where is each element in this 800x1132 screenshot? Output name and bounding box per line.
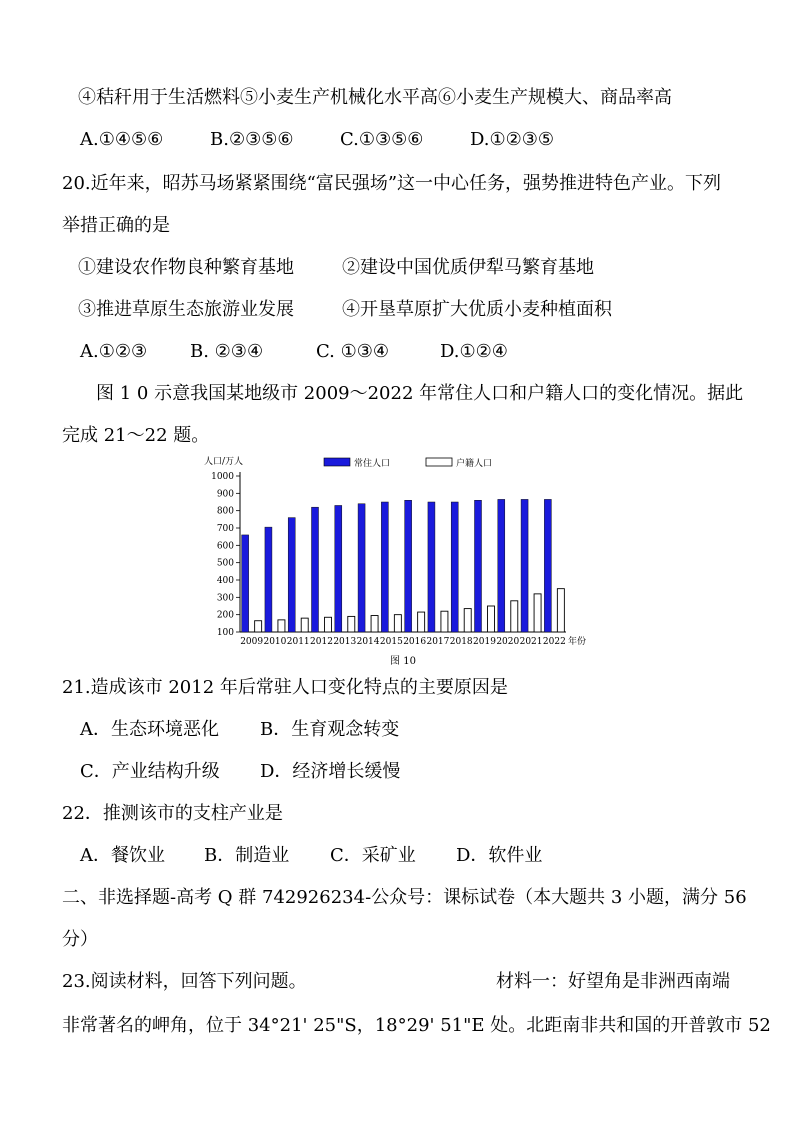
bar-registered-2019 [488, 606, 495, 632]
y-tick-label: 900 [216, 489, 234, 500]
q19-option-b[interactable]: B.②③⑤⑥ [210, 129, 294, 150]
bar-registered-2018 [464, 609, 471, 632]
bar-registered-2015 [394, 615, 401, 632]
q20-option-c[interactable]: C. ①③④ [316, 341, 389, 362]
y-tick-label: 200 [216, 610, 234, 621]
bar-resident-2021 [521, 499, 528, 632]
x-tick-label-2010: 2010 [263, 637, 287, 647]
legend-label-resident: 常住人口 [354, 459, 391, 469]
x-tick-label-2012: 2012 [310, 637, 333, 647]
bar-registered-2010 [278, 620, 285, 632]
q20-option-d[interactable]: D.①②④ [440, 341, 508, 362]
q20-option-a[interactable]: A.①②③ [80, 341, 148, 362]
x-tick-label-2016: 2016 [403, 637, 427, 647]
bar-resident-2015 [381, 502, 388, 632]
x-tick-label-2015: 2015 [379, 637, 403, 647]
bar-registered-2009 [255, 621, 262, 632]
bar-resident-2011 [288, 518, 295, 632]
q19-statements: ④秸秆用于生活燃料⑤小麦生产机械化水平高⑥小麦生产规模大、商品率高 [78, 87, 672, 108]
bar-registered-2016 [418, 612, 425, 632]
bar-registered-2013 [348, 616, 355, 632]
bar-registered-2020 [511, 601, 518, 632]
q19-option-a[interactable]: A.①④⑤⑥ [80, 129, 164, 150]
q20-statement-3: ③推进草原生态旅游业发展 [78, 299, 294, 320]
bar-resident-2017 [428, 502, 435, 632]
q22-stem: 22．推测该市的支柱产业是 [62, 803, 283, 824]
q21-option-a[interactable]: A．生态环境恶化 [80, 719, 219, 740]
q23-material-start: 材料一：好望角是非洲西南端 [496, 971, 730, 992]
y-tick-label: 1000 [211, 472, 234, 482]
x-tick-label-2009: 2009 [240, 637, 264, 647]
q19-option-d[interactable]: D.①②③⑤ [470, 129, 555, 150]
legend-swatch-registered [426, 458, 452, 466]
legend-label-registered: 户籍人口 [456, 459, 493, 469]
x-tick-label-2014: 2014 [356, 637, 380, 647]
bar-resident-2010 [265, 527, 272, 632]
y-tick-label: 700 [216, 524, 234, 534]
q21-stem: 21.造成该市 2012 年后常驻人口变化特点的主要原因是 [62, 677, 508, 698]
population-bar-chart [196, 452, 616, 670]
figure-intro-line2: 完成 21～22 题。 [62, 425, 210, 446]
q22-option-c[interactable]: C．采矿业 [330, 845, 416, 866]
q22-option-b[interactable]: B．制造业 [204, 845, 290, 866]
bar-resident-2020 [498, 499, 505, 632]
bar-registered-2021 [534, 594, 541, 632]
x-tick-label-2017: 2017 [426, 637, 450, 647]
y-tick-label: 600 [216, 541, 234, 552]
q20-statement-1: ①建设农作物良种繁育基地 [78, 257, 294, 278]
figure-caption: 图 10 [390, 656, 416, 667]
bar-registered-2012 [325, 617, 332, 632]
bar-resident-2012 [312, 507, 319, 632]
x-tick-label-2021: 2021 [519, 637, 543, 647]
legend-swatch-resident [324, 458, 350, 466]
x-tick-label-2013: 2013 [333, 637, 357, 647]
bar-resident-2022 [544, 499, 551, 632]
section2-heading-line1: 二、非选择题-高考 Q 群 742926234-公众号：课标试卷（本大题共 3 小题，满分 56 [62, 887, 747, 908]
y-tick-label: 400 [216, 576, 234, 586]
q22-option-d[interactable]: D．软件业 [456, 845, 543, 866]
section2-heading-line2: 分） [62, 929, 98, 950]
bar-resident-2019 [475, 500, 482, 632]
q21-option-b[interactable]: B．生育观念转变 [260, 719, 400, 740]
q22-option-a[interactable]: A．餐饮业 [80, 845, 165, 866]
q20-option-b[interactable]: B. ②③④ [190, 341, 264, 362]
x-tick-label-2019: 2019 [473, 637, 496, 647]
bar-resident-2014 [358, 504, 365, 632]
y-tick-label: 100 [216, 628, 234, 638]
q21-option-c[interactable]: C．产业结构升级 [80, 761, 220, 782]
bar-registered-2014 [371, 616, 378, 632]
q19-option-c[interactable]: C.①③⑤⑥ [340, 129, 424, 150]
y-tick-label: 500 [216, 558, 234, 569]
bar-resident-2016 [405, 500, 412, 632]
q23-stem: 23.阅读材料，回答下列问题。 [62, 971, 307, 992]
x-tick-label-2020: 2020 [496, 637, 520, 647]
x-tick-label-2018: 2018 [449, 637, 473, 647]
bar-registered-2011 [301, 618, 308, 632]
chart-svg [196, 452, 616, 670]
y-tick-label: 800 [216, 506, 234, 517]
figure-intro-line1: 图 1 0 示意我国某地级市 2009～2022 年常住人口和户籍人口的变化情况。据此 [96, 383, 744, 404]
q21-option-d[interactable]: D．经济增长缓慢 [260, 761, 401, 782]
y-tick-label: 300 [216, 593, 234, 604]
bar-resident-2018 [451, 502, 458, 632]
bar-registered-2022 [557, 589, 564, 632]
q20-statement-4: ④开垦草原扩大优质小麦种植面积 [342, 299, 612, 320]
x-tick-label-2022: 2022 [542, 637, 566, 647]
q20-stem-line2: 举措正确的是 [62, 215, 170, 236]
y-axis-label: 人口/万人 [204, 457, 244, 467]
bar-registered-2017 [441, 611, 448, 632]
bar-resident-2013 [335, 505, 342, 632]
bar-resident-2009 [242, 535, 249, 632]
q23-line2: 非常著名的岬角，位于 34°21' 25"S，18°29' 51"E 处。北距南非共和国的开普敦市 52 [62, 1015, 771, 1036]
x-axis-label: 年份 [568, 637, 587, 647]
q20-stem-line1: 20.近年来，昭苏马场紧紧围绕“富民强场”这一中心任务，强势推进特色产业。下列 [62, 173, 722, 194]
x-tick-label-2011: 2011 [286, 637, 310, 647]
q20-statement-2: ②建设中国优质伊犁马繁育基地 [342, 257, 594, 278]
